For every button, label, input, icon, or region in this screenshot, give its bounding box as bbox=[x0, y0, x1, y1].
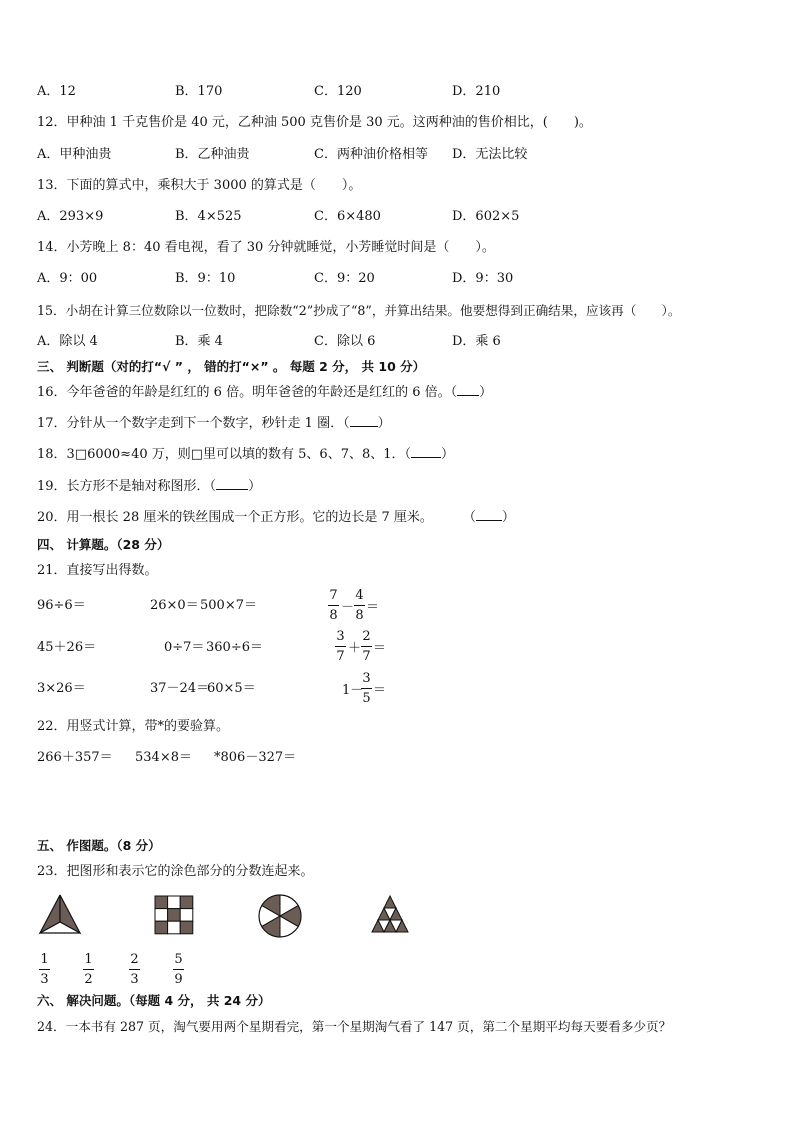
q14-option-b: B．9：10 bbox=[175, 271, 236, 286]
q11-option-b: B．170 bbox=[175, 84, 223, 99]
q15-option-a: A．除以 4 bbox=[37, 334, 98, 349]
q18-paren-close: ） bbox=[441, 447, 455, 462]
vertical-calc-item: 534×8＝ bbox=[135, 750, 192, 765]
q17-answer-blank[interactable] bbox=[350, 426, 378, 427]
numerator: 3 bbox=[362, 671, 371, 686]
q14-option-a: A．9：00 bbox=[37, 271, 98, 286]
shaded-grid-figure bbox=[154, 895, 194, 935]
equals-sign: ＝ bbox=[373, 683, 387, 698]
q11-option-c: C．120 bbox=[314, 84, 362, 99]
plus-sign: ＋ bbox=[348, 641, 362, 656]
q12-option-a: A．甲种油贵 bbox=[37, 147, 112, 162]
q20-paren-close: ） bbox=[501, 510, 515, 525]
q16-text: 16．今年爸爸的年龄是红红的 6 倍。明年爸爸的年龄还是红红的 6 倍。 bbox=[37, 385, 451, 400]
denominator: 9 bbox=[174, 972, 183, 987]
calc-item: 3×26＝ bbox=[37, 681, 86, 696]
q14-option-c: C．9：20 bbox=[314, 271, 375, 286]
fraction bbox=[328, 588, 339, 623]
q24-stem: 24．一本书有 287 页，淘气要用两个星期看完，第一个星期淘气看了 147 页，第二个星期平均每天要看多少页？ bbox=[37, 1019, 672, 1034]
q18 bbox=[37, 446, 454, 464]
answer-fraction-1[interactable] bbox=[39, 952, 50, 987]
minus-sign: － bbox=[341, 600, 355, 615]
numerator: 3 bbox=[336, 629, 345, 644]
answer-fraction-3[interactable] bbox=[129, 952, 140, 987]
lead-term: 1－ bbox=[342, 683, 364, 698]
q14-option-d: D．9：30 bbox=[452, 271, 514, 286]
q13-option-b: B．4×525 bbox=[175, 209, 242, 224]
q11-option-d: D．210 bbox=[452, 84, 501, 99]
answer-fraction-2[interactable] bbox=[83, 952, 94, 987]
q20 bbox=[37, 509, 515, 527]
q17-text: 17．分针从一个数字走到下一个数字，秒针走 1 圈． bbox=[37, 416, 344, 431]
calc-item: 0÷7＝ bbox=[164, 640, 205, 655]
vertical-calc-item: *806－327＝ bbox=[214, 750, 297, 765]
equals-sign: ＝ bbox=[366, 600, 380, 615]
q17-paren-open: （ bbox=[343, 416, 350, 431]
q15-option-d: D．乘 6 bbox=[452, 334, 501, 349]
q12-option-b: B．乙种油贵 bbox=[175, 147, 250, 162]
section-3-heading: 三、 判断题（对的打“√ ” ， 错的打“×” 。 每题 2 分， 共 10 分） bbox=[37, 359, 426, 374]
q11-option-a: A．12 bbox=[37, 84, 76, 99]
q19-paren-close: ） bbox=[248, 479, 262, 494]
numerator: 7 bbox=[329, 588, 338, 603]
q13-option-c: C．6×480 bbox=[314, 209, 381, 224]
vertical-calc-item: 266＋357＝ bbox=[37, 750, 113, 765]
calc-item: 26×0＝ bbox=[150, 598, 199, 613]
calc-item: 60×5＝ bbox=[207, 681, 256, 696]
shaded-triangle-grid-figure bbox=[367, 894, 413, 934]
calc-item: 37－24＝ bbox=[150, 681, 210, 696]
fraction-expression-3 bbox=[342, 671, 402, 707]
q12-option-d: D．无法比较 bbox=[452, 147, 528, 162]
denominator: 7 bbox=[336, 649, 345, 664]
q23-stem: 23．把图形和表示它的涂色部分的分数连起来。 bbox=[37, 864, 314, 879]
denominator: 5 bbox=[362, 691, 371, 706]
q19-text: 19．长方形不是轴对称图形． bbox=[37, 479, 210, 494]
q20-text: 20．用一根长 28 厘米的铁丝围成一个正方形。它的边长是 7 厘米。 bbox=[37, 510, 433, 525]
calc-item: 360÷6＝ bbox=[206, 640, 263, 655]
q19-paren-open: （ bbox=[209, 479, 217, 494]
fraction-expression-2 bbox=[335, 629, 395, 665]
q17-paren-close: ） bbox=[377, 416, 391, 431]
q22-stem: 22．用竖式计算，带*的要验算。 bbox=[37, 719, 230, 734]
fraction bbox=[335, 629, 346, 664]
q17 bbox=[37, 415, 391, 433]
numerator: 2 bbox=[130, 952, 139, 967]
denominator: 8 bbox=[329, 608, 338, 623]
calc-item: 500×7＝ bbox=[200, 598, 257, 613]
q21-stem: 21．直接写出得数。 bbox=[37, 563, 158, 578]
fraction-expression-1 bbox=[328, 588, 388, 624]
q12-stem: 12．甲种油 1 千克售价是 40 元，乙种油 500 克售价是 30 元。这两种油的售价相比，( )。 bbox=[37, 115, 592, 130]
q19 bbox=[37, 478, 261, 496]
q14-stem: 14．小芳晚上 8：40 看电视，看了 30 分钟就睡觉，小芳睡觉时间是（ ）。 bbox=[37, 240, 495, 255]
q16-answer-blank[interactable] bbox=[457, 395, 479, 396]
q18-answer-blank[interactable] bbox=[411, 457, 441, 458]
section-4-heading: 四、 计算题。（28 分） bbox=[37, 537, 170, 552]
numerator: 1 bbox=[84, 952, 93, 967]
answer-fraction-4[interactable] bbox=[173, 952, 184, 987]
q13-stem: 13．下面的算式中，乘积大于 3000 的算式是（ ）。 bbox=[37, 178, 362, 193]
q18-paren-open: （ bbox=[404, 447, 412, 462]
q19-answer-blank[interactable] bbox=[216, 489, 248, 490]
numerator: 5 bbox=[174, 952, 183, 967]
q15-option-c: C．除以 6 bbox=[314, 334, 376, 349]
q16-paren-close: ） bbox=[479, 385, 493, 400]
q16-paren-open: （ bbox=[450, 385, 458, 400]
shaded-triangle-figure bbox=[38, 893, 82, 935]
fraction bbox=[361, 671, 372, 706]
calc-item: 45＋26＝ bbox=[37, 640, 97, 655]
q13-option-a: A．293×9 bbox=[37, 209, 104, 224]
numerator: 2 bbox=[362, 629, 371, 644]
q20-answer-blank[interactable] bbox=[476, 520, 502, 521]
q15-stem: 15．小胡在计算三位数除以一位数时，把除数“2”抄成了“8”，并算出结果。他要想得到正确结果，应该再（ ）。 bbox=[37, 303, 681, 318]
fraction bbox=[354, 588, 365, 623]
numerator: 4 bbox=[355, 588, 364, 603]
numerator: 1 bbox=[40, 952, 49, 967]
shaded-circle-figure bbox=[257, 893, 303, 939]
q20-paren-open: （ bbox=[462, 510, 476, 525]
section-5-heading: 五、 作图题。（8 分） bbox=[37, 838, 161, 853]
equals-sign: ＝ bbox=[373, 641, 387, 656]
q12-option-c: C．两种油价格相等 bbox=[314, 147, 428, 162]
denominator: 2 bbox=[84, 972, 93, 987]
denominator: 3 bbox=[40, 972, 49, 987]
q15-option-b: B．乘 4 bbox=[175, 334, 223, 349]
q16 bbox=[37, 384, 492, 402]
calc-item: 96÷6＝ bbox=[37, 598, 86, 613]
denominator: 8 bbox=[355, 608, 364, 623]
q18-text: 18．3□6000≈40 万，则□里可以填的数有 5、6、7、8、1． bbox=[37, 447, 405, 462]
denominator: 3 bbox=[130, 972, 139, 987]
fraction bbox=[361, 629, 372, 664]
denominator: 7 bbox=[362, 649, 371, 664]
q13-option-d: D．602×5 bbox=[452, 209, 520, 224]
section-6-heading: 六、 解决问题。（每题 4 分， 共 24 分） bbox=[37, 993, 271, 1008]
